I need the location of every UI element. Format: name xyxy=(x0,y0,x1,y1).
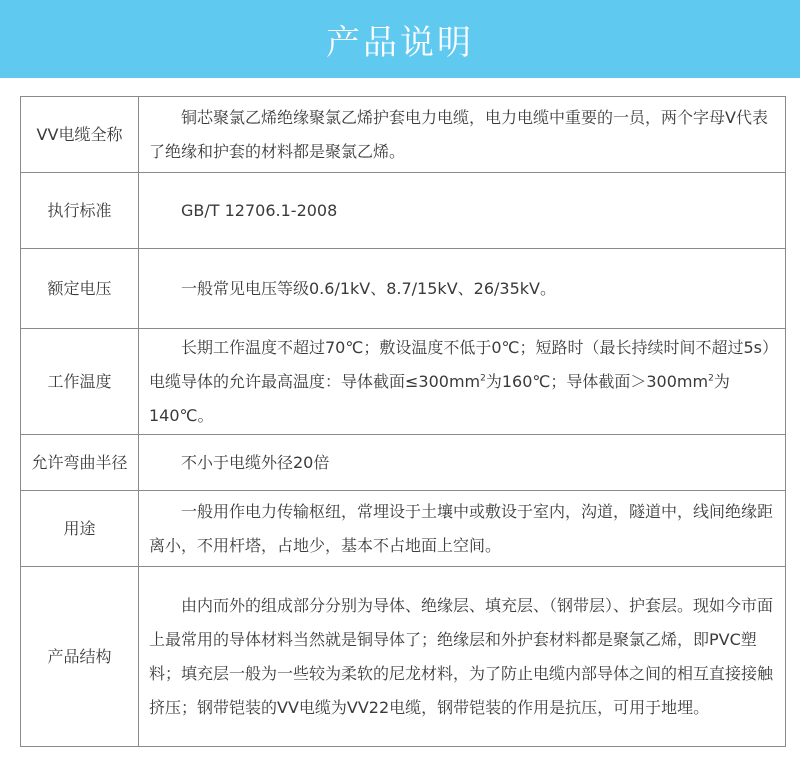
table-row xyxy=(21,173,786,249)
table-row xyxy=(21,249,786,329)
row-label: 工作温度 xyxy=(21,329,139,435)
temperature-text-a: 长期工作温度不超过70℃；敷设温度不低于0℃；短路时（最长持续时间不超过5s）电缆导体的允许最高温度：导体截面≤300mm xyxy=(149,337,778,391)
row-value: 一般用作电力传输枢纽，常埋设于土壤中或敷设于室内，沟道，隧道中，线间绝缘距离小，不用杆塔，占地少，基本不占地面上空间。 xyxy=(139,491,786,567)
table-row xyxy=(21,329,786,435)
row-label: 额定电压 xyxy=(21,249,139,329)
row-label: 用途 xyxy=(21,491,139,567)
temperature-text-b: 为160℃；导体截面＞300mm xyxy=(485,371,709,391)
row-value: 由内而外的组成部分分别为导体、绝缘层、填充层、（钢带层）、护套层。现如今市面上最常用的导体材料当然就是铜导体了；绝缘层和外护套材料都是聚氯乙烯，即PVC塑料；填充层一般为一些较为柔软的尼龙材料，为了防止电缆内部导体之间的相互直接接触挤压；钢带铠装的VV电缆为VV22电缆，钢带铠装的作用是抗压，可用于地埋。 xyxy=(139,567,786,747)
row-value: 一般常见电压等级0.6/1kV、8.7/15kV、26/35kV。 xyxy=(139,249,786,329)
row-label: VV电缆全称 xyxy=(21,97,139,173)
row-value: GB/T 12706.1-2008 xyxy=(139,173,786,249)
superscript: 2 xyxy=(480,373,486,384)
row-label: 允许弯曲半径 xyxy=(21,435,139,491)
table-row xyxy=(21,567,786,747)
row-label: 执行标准 xyxy=(21,173,139,249)
page-title: 产品说明 xyxy=(326,22,474,63)
title-banner xyxy=(0,0,800,78)
superscript: 2 xyxy=(708,373,714,384)
row-value: 铜芯聚氯乙烯绝缘聚氯乙烯护套电力电缆，电力电缆中重要的一员，两个字母V代表了绝缘和护套的材料都是聚氯乙烯。 xyxy=(139,97,786,173)
row-value xyxy=(139,329,786,435)
temperature-text-c: 为140℃。 xyxy=(149,371,730,425)
table-row xyxy=(21,97,786,173)
row-value: 不小于电缆外径20倍 xyxy=(139,435,786,491)
product-spec-table xyxy=(20,96,786,747)
table-row xyxy=(21,491,786,567)
table-row xyxy=(21,435,786,491)
row-label: 产品结构 xyxy=(21,567,139,747)
